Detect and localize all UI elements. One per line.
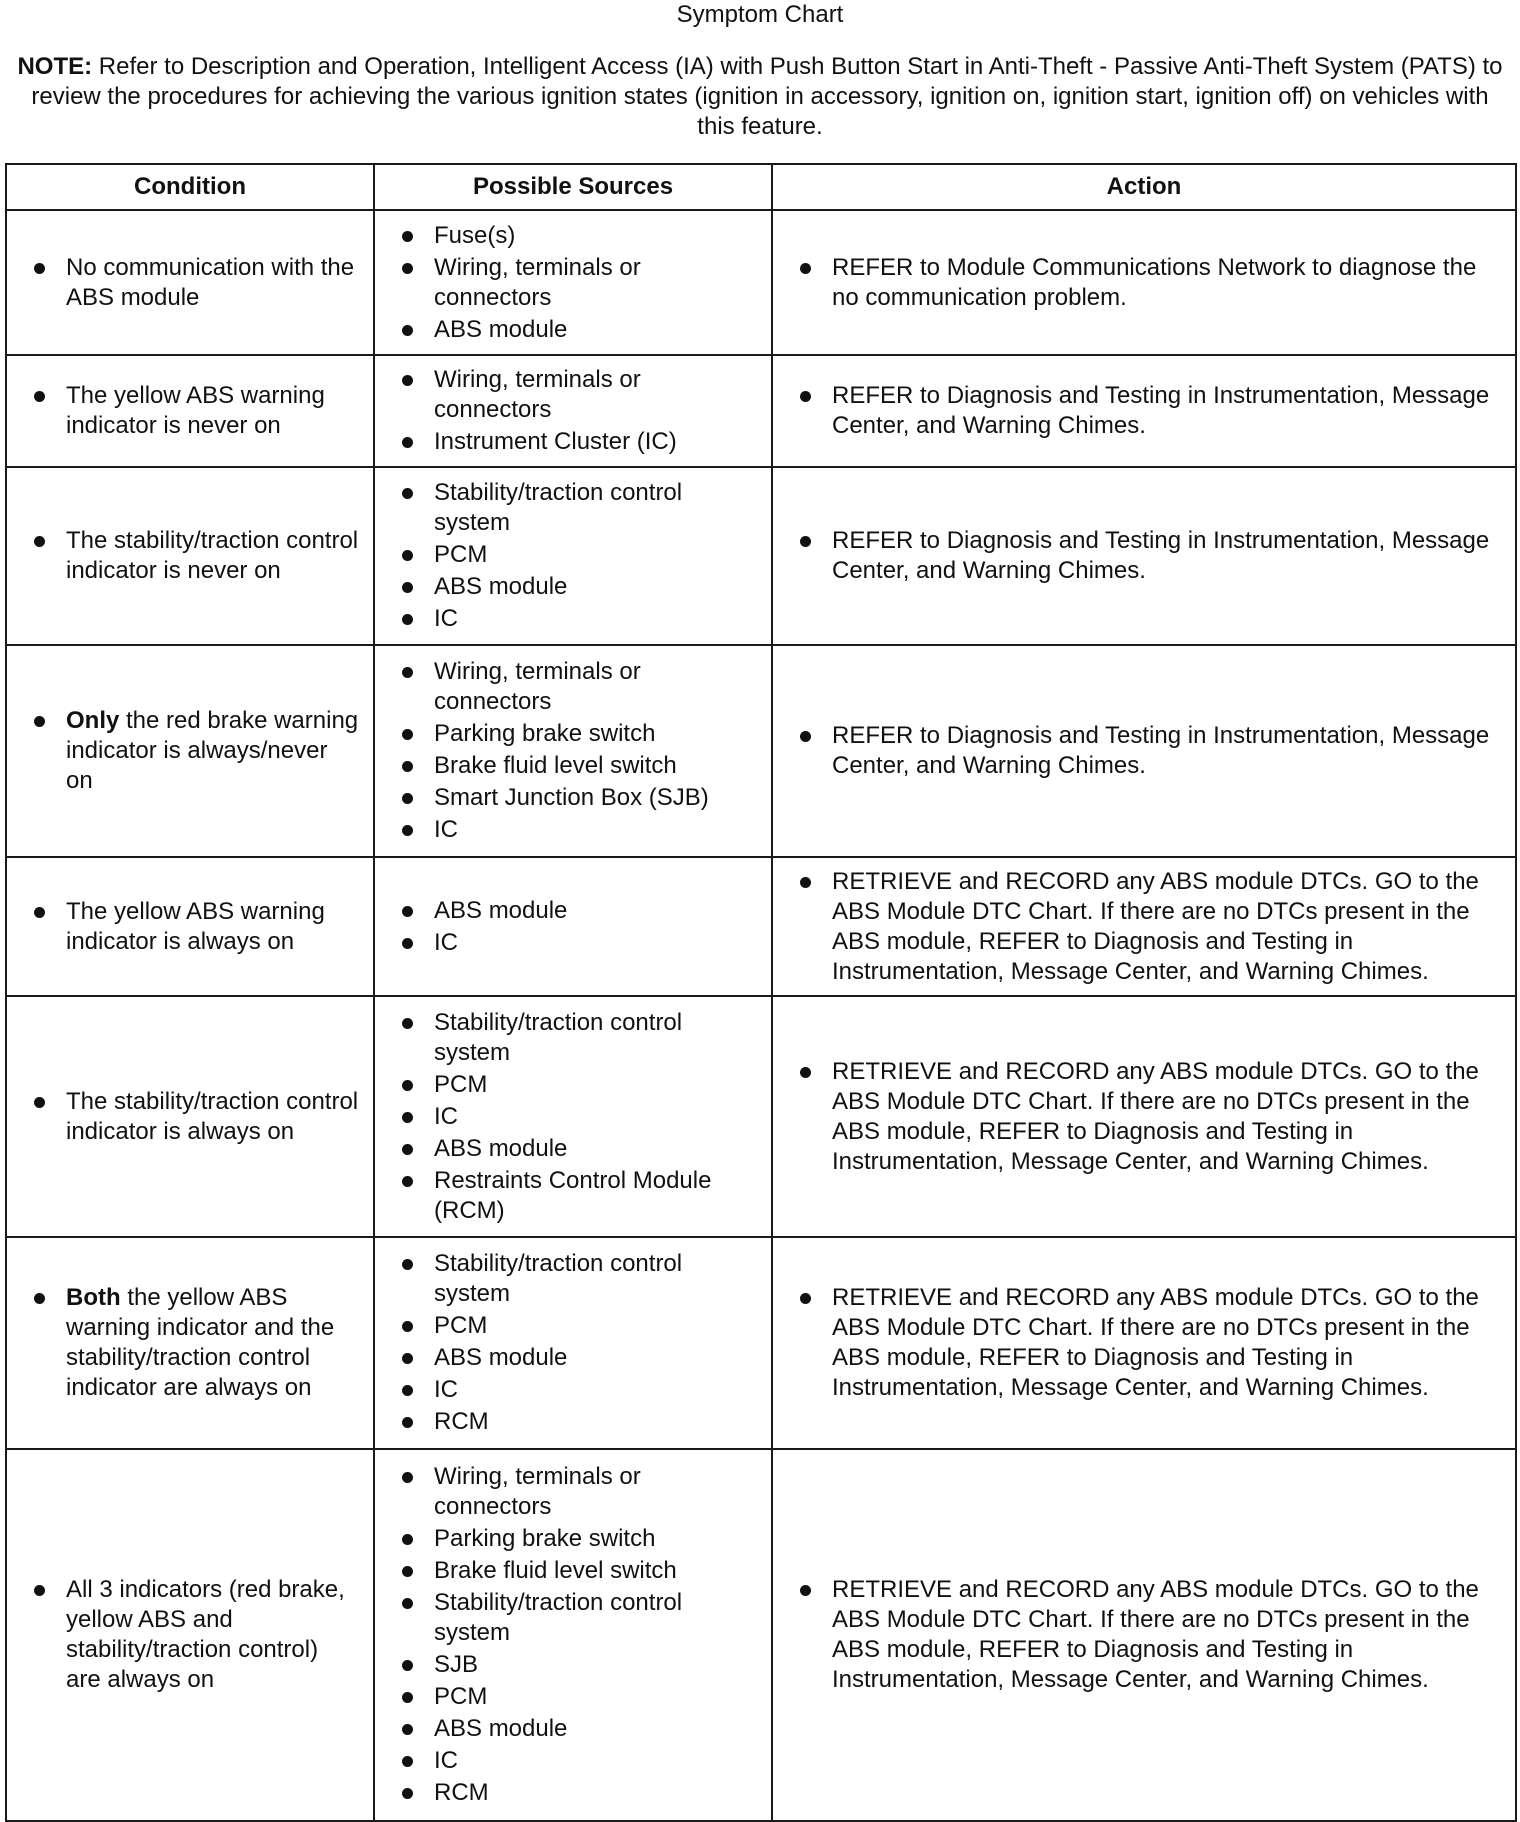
source-item: IC: [434, 604, 761, 634]
condition-text: The stability/traction control indicator is always on: [66, 1087, 359, 1145]
condition-item: [66, 897, 359, 957]
table-row: [6, 355, 1516, 467]
source-item: Stability/traction control system: [434, 1249, 761, 1309]
action-item: RETRIEVE and RECORD any ABS module DTCs. GO to the ABS Module DTC Chart. If there are no DTCs present in the ABS module, REFER to Diagnosis and Testing in Instrumentation, Message Center, and Warning Chimes.: [832, 1283, 1505, 1403]
sources-list: [375, 1240, 771, 1446]
symptom-chart-table: [5, 163, 1517, 1822]
table-row: [6, 210, 1516, 355]
source-item: Fuse(s): [434, 221, 761, 251]
note-paragraph: [12, 52, 1508, 142]
action-item: RETRIEVE and RECORD any ABS module DTCs. GO to the ABS Module DTC Chart. If there are no DTCs present in the ABS module, REFER to Diagnosis and Testing in Instrumentation, Message Center, and Warning Chimes.: [832, 1575, 1505, 1695]
action-cell: [772, 467, 1516, 645]
action-item: REFER to Diagnosis and Testing in Instrumentation, Message Center, and Warning Chimes.: [832, 721, 1505, 781]
header-condition: Condition: [6, 164, 374, 210]
sources-cell: [374, 467, 772, 645]
table-row: [6, 857, 1516, 996]
source-item: PCM: [434, 1070, 761, 1100]
action-cell: [772, 857, 1516, 996]
sources-cell: [374, 996, 772, 1237]
source-item: SJB: [434, 1650, 761, 1680]
action-cell: [772, 645, 1516, 857]
condition-cell: [6, 857, 374, 996]
condition-emphasis: Both: [66, 1284, 121, 1311]
action-list: [773, 1571, 1515, 1699]
condition-list: [7, 526, 373, 586]
source-item: PCM: [434, 540, 761, 570]
table-row: [6, 996, 1516, 1237]
action-list: [773, 1053, 1515, 1181]
condition-cell: [6, 996, 374, 1237]
source-item: Brake fluid level switch: [434, 1556, 761, 1586]
condition-item: [66, 1575, 359, 1695]
page-title: Symptom Chart: [676, 1, 844, 28]
action-list: [773, 1279, 1515, 1407]
condition-text: the yellow ABS warning indicator and the stability/traction control indicator are always on: [66, 1284, 335, 1401]
sources-list: [375, 887, 771, 967]
table-row: [6, 1237, 1516, 1449]
condition-cell: [6, 467, 374, 645]
action-list: [773, 249, 1515, 317]
condition-emphasis: Only: [66, 707, 120, 734]
action-cell: [772, 210, 1516, 355]
condition-text: No communication with the ABS module: [66, 253, 355, 311]
source-item: RCM: [434, 1407, 761, 1437]
source-item: PCM: [434, 1311, 761, 1341]
source-item: IC: [434, 1102, 761, 1132]
note-text: Refer to Description and Operation, Intelligent Access (IA) with Push Button Start in Anti-Theft - Passive Anti-Theft System (PATS) to review the procedures for achieving the various ignition states (ignition in accessory, ignition on, ignition start, ignition off) on vehicles with this feature.: [31, 53, 1503, 140]
source-item: Parking brake switch: [434, 1524, 761, 1554]
source-item: Wiring, terminals or connectors: [434, 253, 761, 313]
action-list: [773, 717, 1515, 785]
sources-cell: [374, 645, 772, 857]
action-item: REFER to Diagnosis and Testing in Instrumentation, Message Center, and Warning Chimes.: [832, 381, 1505, 441]
action-item: RETRIEVE and RECORD any ABS module DTCs. GO to the ABS Module DTC Chart. If there are no DTCs present in the ABS module, REFER to Diagnosis and Testing in Instrumentation, Message Center, and Warning Chimes.: [832, 1057, 1505, 1177]
header-action: Action: [772, 164, 1516, 210]
source-item: Stability/traction control system: [434, 478, 761, 538]
table-row: [6, 467, 1516, 645]
source-item: ABS module: [434, 572, 761, 602]
action-cell: [772, 1237, 1516, 1449]
action-item: REFER to Diagnosis and Testing in Instrumentation, Message Center, and Warning Chimes.: [832, 526, 1505, 586]
condition-cell: [6, 1237, 374, 1449]
table-header-row: [6, 164, 1516, 210]
sources-list: [375, 648, 771, 854]
condition-list: [7, 381, 373, 441]
sources-cell: [374, 210, 772, 355]
sources-cell: [374, 1449, 772, 1821]
condition-text: the red brake warning indicator is always/never on: [66, 707, 359, 794]
source-item: IC: [434, 928, 761, 958]
action-cell: [772, 996, 1516, 1237]
sources-cell: [374, 355, 772, 467]
source-item: Restraints Control Module (RCM): [434, 1166, 761, 1226]
sources-list: [375, 469, 771, 643]
action-list: [773, 863, 1515, 991]
source-item: IC: [434, 1375, 761, 1405]
source-item: ABS module: [434, 1343, 761, 1373]
sources-cell: [374, 1237, 772, 1449]
condition-item: [66, 526, 359, 586]
action-cell: [772, 355, 1516, 467]
condition-text: The stability/traction control indicator is never on: [66, 527, 359, 584]
action-list: [773, 522, 1515, 590]
table-row: [6, 645, 1516, 857]
source-item: Brake fluid level switch: [434, 751, 761, 781]
condition-list: [7, 253, 373, 313]
source-item: ABS module: [434, 1134, 761, 1164]
condition-text: The yellow ABS warning indicator is never on: [66, 382, 325, 439]
condition-cell: [6, 645, 374, 857]
source-item: ABS module: [434, 896, 761, 926]
source-item: Wiring, terminals or connectors: [434, 657, 761, 717]
source-item: Parking brake switch: [434, 719, 761, 749]
source-item: Smart Junction Box (SJB): [434, 783, 761, 813]
condition-cell: [6, 1449, 374, 1821]
note-label: NOTE:: [17, 53, 93, 80]
table-row: [6, 1449, 1516, 1821]
table-body: [6, 210, 1516, 1821]
source-item: IC: [434, 1746, 761, 1776]
condition-list: [7, 1575, 373, 1695]
header-possible-sources: Possible Sources: [374, 164, 772, 210]
source-item: RCM: [434, 1778, 761, 1808]
sources-list: [375, 1453, 771, 1817]
condition-item: [66, 253, 359, 313]
sources-cell: [374, 857, 772, 996]
action-item: REFER to Module Communications Network to diagnose the no communication problem.: [832, 253, 1505, 313]
condition-item: [66, 381, 359, 441]
condition-list: [7, 706, 373, 796]
source-item: ABS module: [434, 1714, 761, 1744]
source-item: Instrument Cluster (IC): [434, 427, 761, 457]
condition-text: The yellow ABS warning indicator is always on: [66, 897, 325, 955]
condition-list: [7, 897, 373, 957]
condition-item: [66, 706, 359, 796]
condition-text: All 3 indicators (red brake, yellow ABS and stability/traction control) are always on: [66, 1576, 345, 1693]
action-item: RETRIEVE and RECORD any ABS module DTCs. GO to the ABS Module DTC Chart. If there are no DTCs present in the ABS module, REFER to Diagnosis and Testing in Instrumentation, Message Center, and Warning Chimes.: [832, 867, 1505, 987]
action-list: [773, 377, 1515, 445]
source-item: Stability/traction control system: [434, 1008, 761, 1068]
condition-cell: [6, 210, 374, 355]
sources-list: [375, 356, 771, 466]
condition-item: [66, 1283, 359, 1403]
condition-list: [7, 1283, 373, 1403]
condition-item: [66, 1087, 359, 1147]
source-item: PCM: [434, 1682, 761, 1712]
sources-list: [375, 999, 771, 1235]
source-item: ABS module: [434, 315, 761, 345]
source-item: Wiring, terminals or connectors: [434, 365, 761, 425]
condition-list: [7, 1087, 373, 1147]
source-item: IC: [434, 815, 761, 845]
sources-list: [375, 212, 771, 354]
source-item: Wiring, terminals or connectors: [434, 1462, 761, 1522]
condition-cell: [6, 355, 374, 467]
source-item: Stability/traction control system: [434, 1588, 761, 1648]
action-cell: [772, 1449, 1516, 1821]
